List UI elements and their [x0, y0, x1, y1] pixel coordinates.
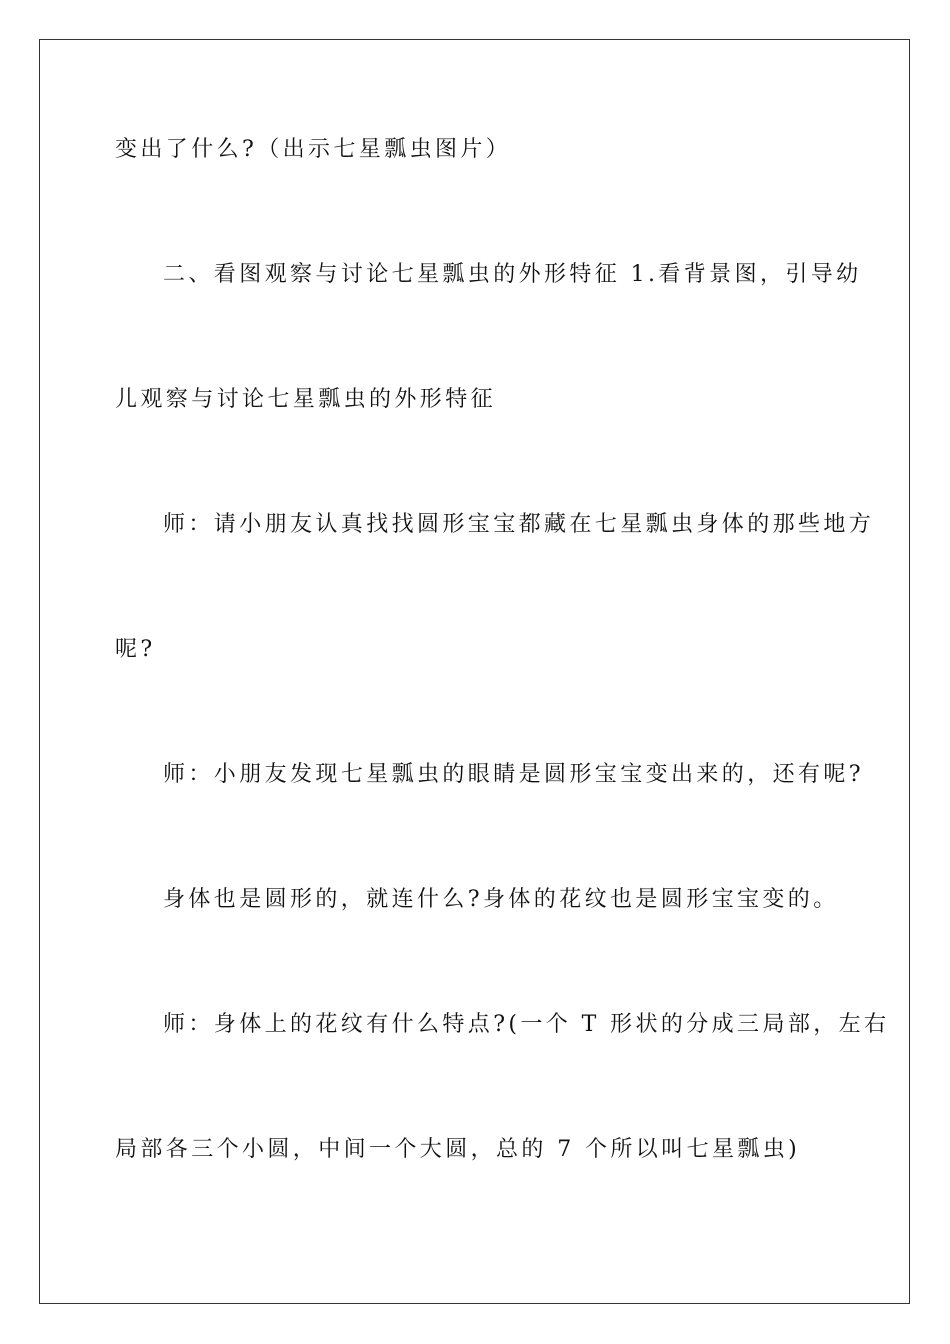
page-border — [39, 39, 910, 1304]
text-line-2: 二、看图观察与讨论七星瓢虫的外形特征 1.看背景图，引导幼 — [163, 262, 862, 287]
text-line-8: 师：身体上的花纹有什么特点?(一个 T 形状的分成三局部，左右 — [163, 1012, 890, 1037]
text-line-9: 局部各三个小圆，中间一个大圆，总的 7 个所以叫七星瓢虫) — [115, 1137, 801, 1162]
text-line-7: 身体也是圆形的，就连什么?身体的花纹也是圆形宝宝变的。 — [163, 887, 839, 912]
text-line-1: 变出了什么?（出示七星瓢虫图片） — [115, 137, 512, 162]
text-line-4: 师：请小朋友认真找找圆形宝宝都藏在七星瓢虫身体的那些地方 — [163, 512, 875, 537]
text-line-3: 儿观察与讨论七星瓢虫的外形特征 — [115, 387, 497, 412]
text-line-6: 师：小朋友发现七星瓢虫的眼睛是圆形宝宝变出来的，还有呢? — [163, 762, 864, 787]
text-line-5: 呢? — [115, 637, 156, 662]
